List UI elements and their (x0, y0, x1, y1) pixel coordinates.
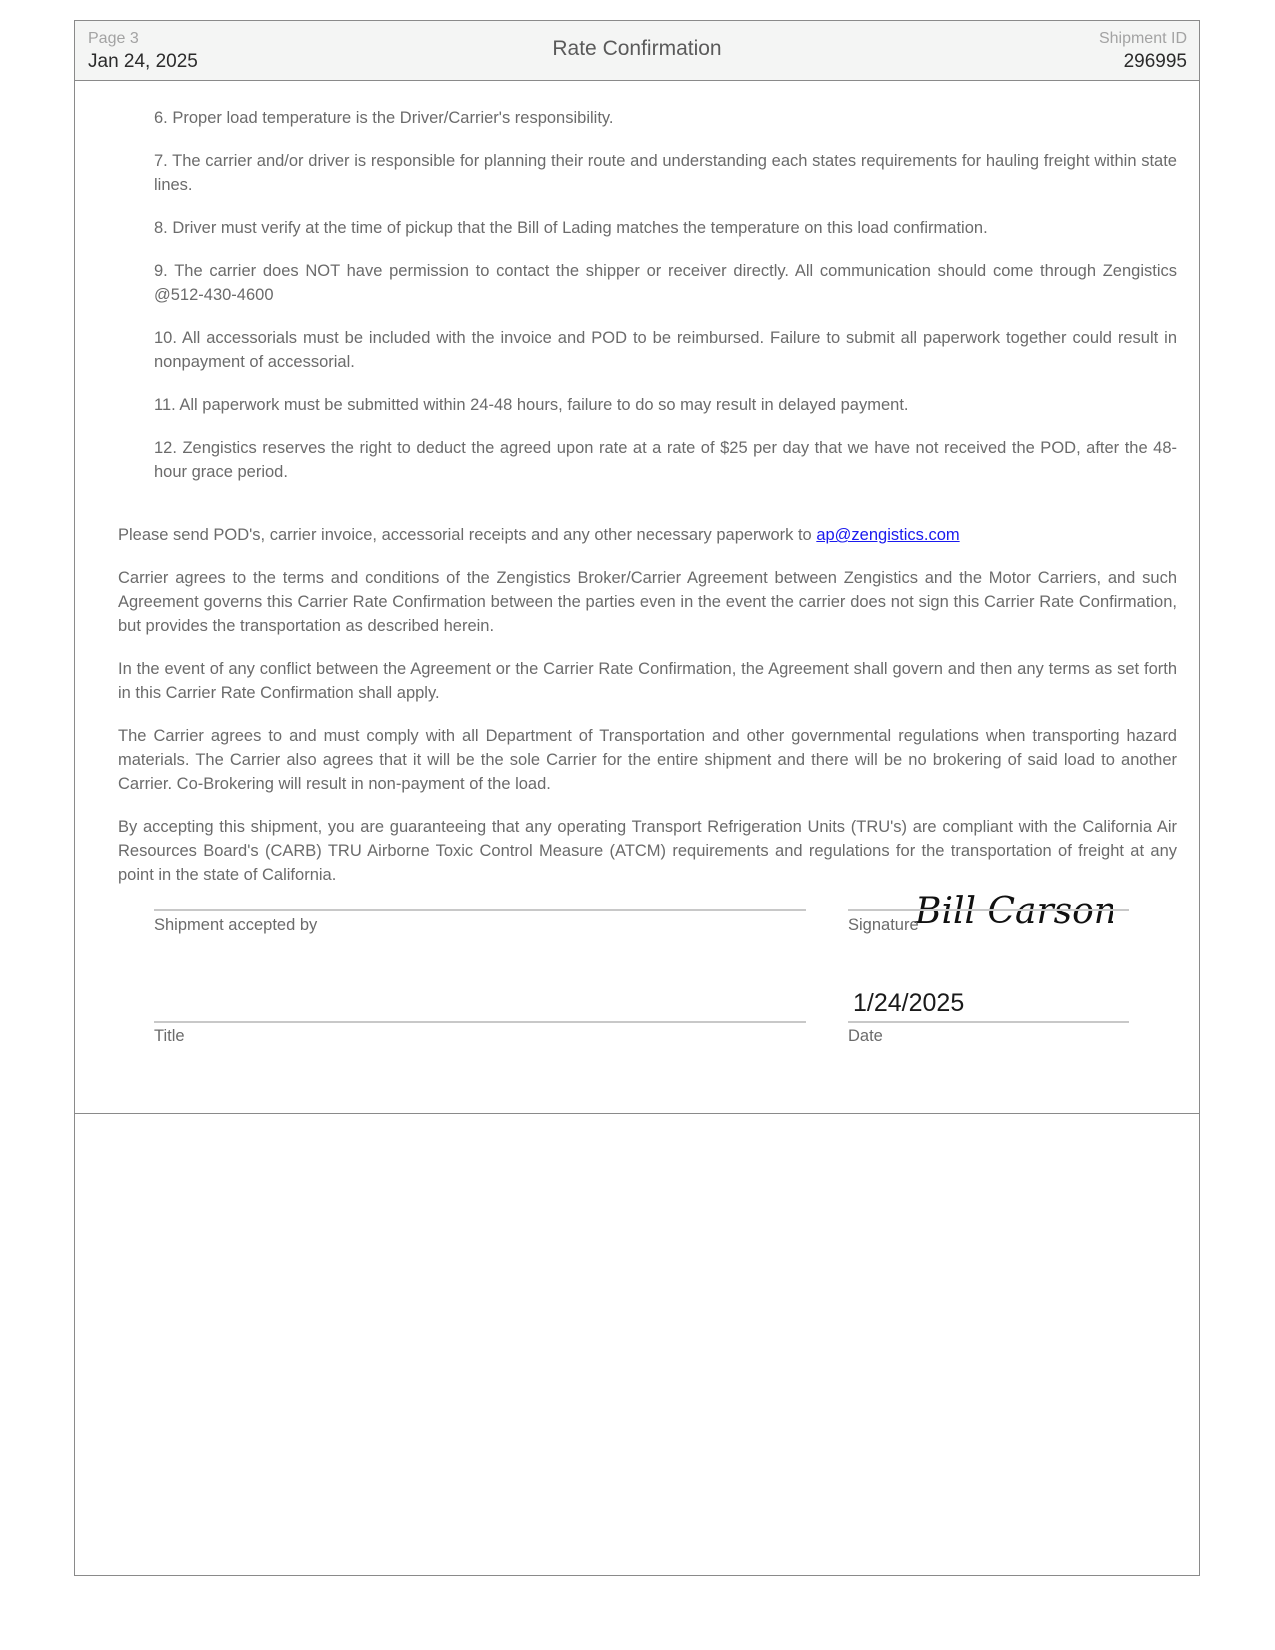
paperwork-instructions (118, 523, 1177, 547)
term-item-11: 11. All paperwork must be submitted within 24-48 hours, failure to do so may result in delayed payment. (154, 396, 909, 414)
agreement-paragraph: Carrier agrees to the terms and conditions of the Zengistics Broker/Carrier Agreement between Zengistics and the Motor Carriers, and such Agreement governs this Carrier Rate Confirmation between the parties even in the event the carrier does not sign this Carrier Rate Confirmation, but provides the transportation as described herein. (118, 569, 1177, 635)
term-item-7: 7. The carrier and/or driver is responsible for planning their route and understanding each states requirements for hauling freight within state lines. (154, 152, 1177, 194)
signature-svg (913, 889, 1113, 939)
shipment-id-label: Shipment ID (1098, 30, 1187, 47)
section-divider (75, 1113, 1199, 1114)
term-item-9: 9. The carrier does NOT have permission to contact the shipper or receiver directly. All communication should come through Zengistics @512-430-4600 (154, 262, 1177, 304)
conflict-paragraph: In the event of any conflict between the Agreement or the Carrier Rate Confirmation, the Agreement shall govern and then any terms as set forth in this Carrier Rate Confirmation shall apply. (118, 660, 1177, 702)
document-frame (74, 20, 1200, 1576)
term-item-8: 8. Driver must verify at the time of pickup that the Bill of Lading matches the temperature on this load confirmation. (154, 219, 988, 237)
page-title: Rate Confirmation (552, 37, 722, 60)
page-number: Page 3 (88, 30, 139, 47)
accepted-by-label: Shipment accepted by (154, 916, 318, 934)
accepted-by-line[interactable] (154, 909, 806, 911)
paperwork-text: Please send POD's, carrier invoice, accessorial receipts and any other necessary paperwork to (118, 526, 812, 544)
carb-paragraph: By accepting this shipment, you are guaranteeing that any operating Transport Refrigeration Units (TRU's) are compliant with the California Air Resources Board's (CARB) TRU Airborne Toxic Control Measure (ATCM) requirements and regulations for the transportation of freight at any point in the state of California. (118, 818, 1177, 884)
term-item-6: 6. Proper load temperature is the Driver/Carrier's responsibility. (154, 109, 614, 127)
header-right (1099, 29, 1187, 75)
date-value: 1/24/2025 (853, 989, 965, 1017)
page-header (75, 21, 1199, 81)
agreement-section (118, 523, 1177, 906)
date-label: Date (848, 1027, 883, 1045)
signature-image (913, 889, 1113, 939)
terms-list (154, 106, 1177, 503)
compliance-paragraph: The Carrier agrees to and must comply with all Department of Transportation and other governmental regulations when transporting hazard materials. The Carrier also agrees that it will be the sole Carrier for the entire shipment and there will be no brokering of said load to another Carrier. Co-Brokering will result in non-payment of the load. (118, 727, 1177, 793)
term-item-12: 12. Zengistics reserves the right to deduct the agreed upon rate at a rate of $25 per day that we have not received the POD, after the 48-hour grace period. (154, 439, 1177, 481)
title-label: Title (154, 1027, 185, 1045)
document-date: Jan 24, 2025 (88, 51, 198, 72)
signature-label: Signature (848, 916, 919, 934)
email-link[interactable]: ap@zengistics.com (816, 526, 960, 544)
shipment-id-value: 296995 (1123, 51, 1187, 72)
term-item-10: 10. All accessorials must be included with the invoice and POD to be reimbursed. Failure to submit all paperwork together could result in nonpayment of accessorial. (154, 329, 1177, 371)
title-line[interactable] (154, 1021, 806, 1023)
date-line[interactable] (848, 1021, 1129, 1023)
signature-script: Bill Carson (915, 891, 1113, 932)
signature-line[interactable] (848, 909, 1129, 911)
